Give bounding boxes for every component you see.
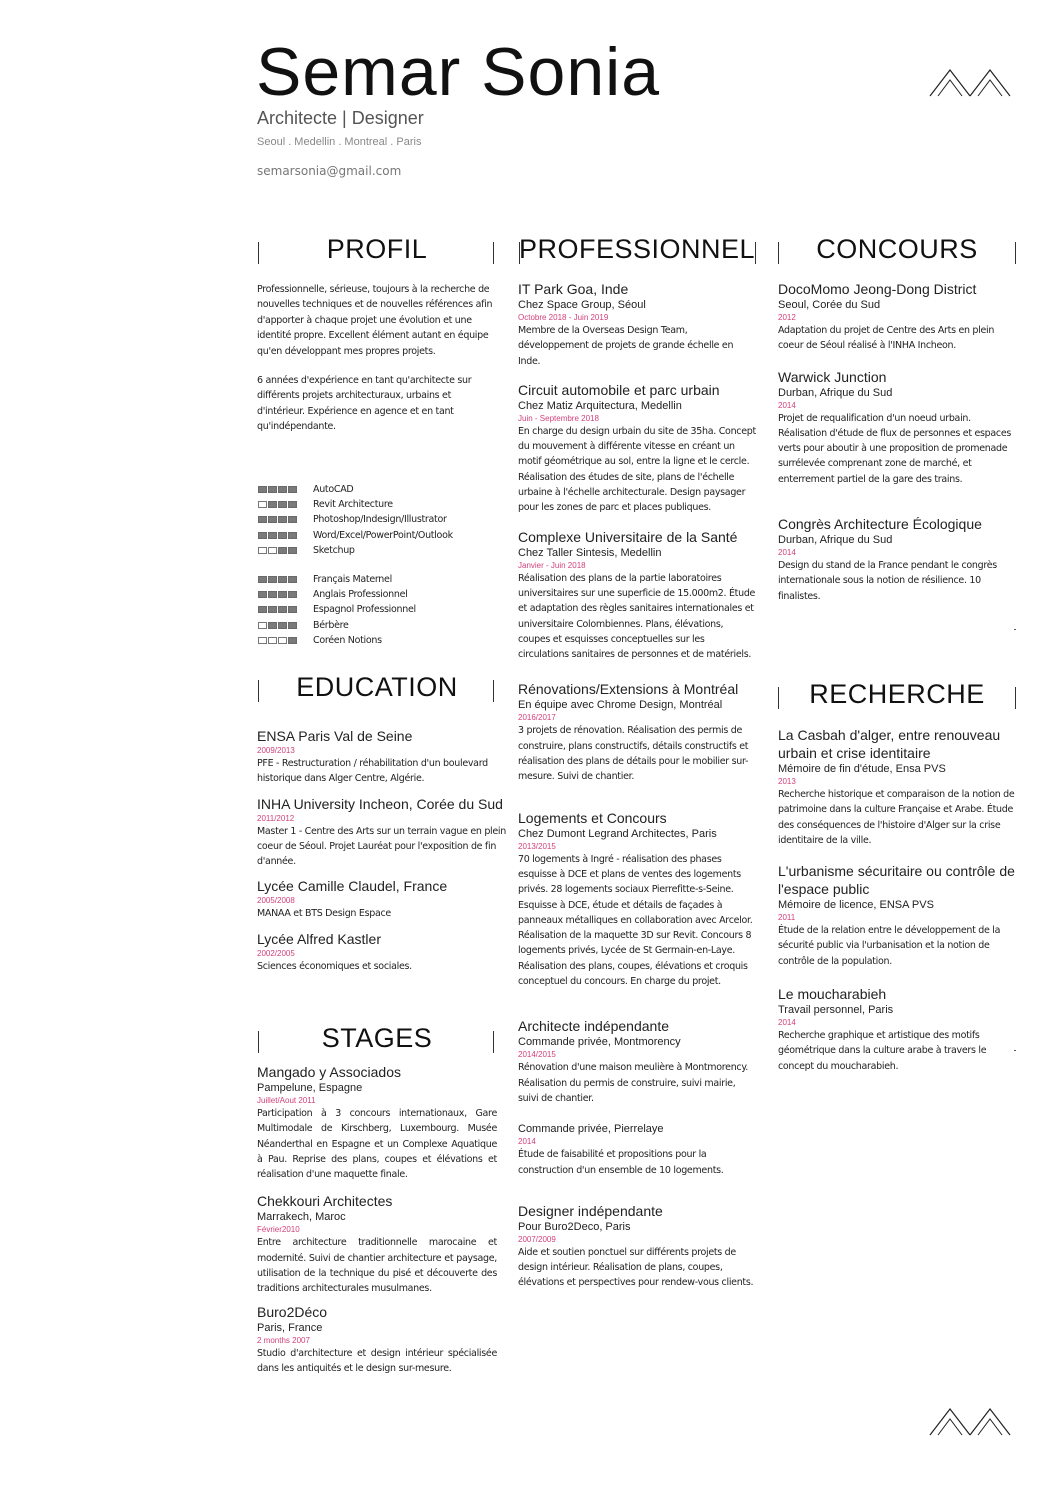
section-title: RECHERCHE: [809, 679, 985, 709]
entry-date: Juillet/Aout 2011: [257, 1096, 316, 1105]
entry-date: Février2010: [257, 1225, 300, 1235]
level-square: [288, 501, 297, 508]
entry-title: Mangado y Associados: [257, 1064, 401, 1080]
entry-description: Design du stand de la France pendant le congrès internationale sous la notion de résilience. 10 finalistes.: [778, 560, 997, 602]
entry-title: Chekkouri Architectes: [257, 1193, 393, 1210]
level-square: [258, 591, 267, 598]
level-square: [258, 501, 267, 508]
entry-subtitle: Seoul, Corée du Sud: [778, 299, 881, 311]
stages-entry: [257, 1192, 497, 1296]
entry-subtitle: Pour Buro2Deco, Paris: [518, 1220, 631, 1233]
level-square: [268, 637, 277, 644]
level-square: [258, 486, 267, 493]
entry-description: PFE - Restructuration / réhabilitation d'un boulevard historique dans Alger Centre, Algérie.: [257, 758, 488, 785]
entry-date: 2014: [778, 548, 796, 558]
professionnel-entry: [518, 1202, 758, 1291]
skill-row: [258, 543, 498, 558]
entry-title: Lycée Camille Claudel, France: [257, 878, 448, 895]
entry-subtitle: Mémoire de licence, ENSA PVS: [778, 899, 934, 912]
entry-title: ENSA Paris Val de Seine: [257, 728, 413, 744]
entry-description: Aide et soutien ponctuel sur différents projets de design intérieur. Réalisation de plans, coupes, élévations et perspectives pour rendew-vous clients.: [518, 1246, 754, 1289]
skill-row: [258, 512, 498, 527]
skill-level-meter: [258, 516, 313, 523]
skill-row: [258, 618, 498, 633]
stages-list: [257, 1063, 497, 1376]
professionnel-entry: [518, 1122, 758, 1178]
skill-level-meter: [258, 486, 313, 493]
level-square: [268, 532, 277, 539]
concours-list: [778, 280, 1018, 604]
entry-description: Adaptation du projet de Centre des Arts en plein coeur de Séoul réalisé à l'INHA Incheon.: [778, 325, 995, 352]
language-skills: [258, 572, 498, 648]
skill-row: [258, 572, 498, 587]
entry-description: Étude de faisabilité et propositions pour la construction d'un ensemble de 10 logements.: [518, 1149, 724, 1176]
entry-subtitle: Chez Matiz Arquitectura, Medellin: [518, 399, 682, 412]
chevron-ornament-icon: [928, 1403, 1012, 1439]
entry-title: Complexe Universitaire de la Santé: [518, 528, 738, 545]
professionnel-entry: [518, 280, 758, 369]
entry-date: 2013/2015: [518, 841, 556, 851]
entry-date: 2005/2008: [257, 896, 295, 906]
entry-subtitle: Chez Dumont Legrand Architectes, Paris: [518, 827, 717, 840]
profil-section: [257, 282, 497, 449]
skill-level-meter: [258, 501, 313, 508]
entry-date: 2014: [518, 1137, 536, 1147]
skills-list: [258, 482, 498, 648]
level-square: [268, 606, 277, 613]
entry-subtitle: Travail personnel, Paris: [778, 1004, 894, 1017]
recherche-list: [778, 726, 1018, 1074]
skill-label: Coréen Notions: [313, 634, 382, 646]
section-title: CONCOURS: [816, 234, 978, 264]
stages-entry: [257, 1303, 497, 1377]
level-square: [278, 486, 287, 493]
level-square: [268, 591, 277, 598]
level-square: [288, 532, 297, 539]
skill-label: Photoshop/Indesign/Illustrator: [313, 514, 447, 526]
entry-date: 2009/2013: [257, 746, 295, 755]
level-square: [288, 606, 297, 613]
skill-level-meter: [258, 606, 313, 613]
level-square: [278, 622, 287, 629]
entry-description: Projet de requalification d'un noeud urbain. Réalisation d'étude de flux de personnes et espaces verts pour aboutir à une proposition de promenade surrélevée comprenant zone de marché, et enterrement partiel de la gare des trains.: [778, 412, 1012, 485]
level-square: [268, 576, 277, 583]
entry-date: Octobre 2018 - Juin 2019: [518, 313, 609, 322]
entry-subtitle: Pampelune, Espagne: [257, 1082, 363, 1094]
entry-title: Architecte indépendante: [518, 1018, 669, 1035]
skill-label: Anglais Professionnel: [313, 589, 408, 601]
entry-subtitle: Commande privée, Pierrelaye: [518, 1123, 664, 1136]
entry-title: Circuit automobile et parc urbain: [518, 381, 720, 398]
level-square: [278, 576, 287, 583]
level-square: [288, 486, 297, 493]
entry-title: Congrès Architecture Écologique: [778, 516, 982, 533]
professionnel-entry: [518, 809, 758, 990]
entry-title: Rénovations/Extensions à Montréal: [518, 681, 739, 698]
recherche-entry: [778, 726, 1018, 848]
level-square: [288, 576, 297, 583]
education-entry: [257, 930, 507, 974]
professionnel-list: [518, 280, 758, 1291]
entry-subtitle: Commande privée, Montmorency: [518, 1036, 681, 1049]
entry-title: Warwick Junction: [778, 368, 887, 385]
level-square: [278, 591, 287, 598]
professionnel-entry: [518, 528, 758, 663]
level-square: [278, 532, 287, 539]
entry-date: 2014: [778, 1018, 796, 1028]
stray-dot: [1014, 1050, 1016, 1051]
entry-description: Participation à 3 concours internationaux, Gare Multimodale de Kirschberg, Luxembourg. Musée Néanderthal en Espagne et un Complexe Aquatique à Pau. Reprise des plans, coupes et élévations et réalisation d'une maquette finale.: [257, 1108, 497, 1181]
entry-subtitle: Chez Taller Sintesis, Medellin: [518, 546, 662, 559]
level-square: [258, 532, 267, 539]
level-square: [258, 547, 267, 554]
entry-description: Membre de la Overseas Design Team, développement de projets de grande échelle en Inde.: [518, 325, 734, 367]
entry-date: 2007/2009: [518, 1234, 556, 1244]
candidate-email[interactable]: semarsonia@gmail.com: [257, 164, 402, 178]
entry-description: Réalisation des plans de la partie laboratoires universitaires sur une superficie de 15.000m2. Étude et adaptation des règles sanitaires internationales et universitaire Colombiennes. Plans, élévations, coupes et esquisses conceptuelles sur les circulations sanitaires de personnes et de matériels.: [518, 572, 756, 661]
section-header-recherche: [778, 679, 1016, 715]
chevron-ornament-icon: [928, 64, 1012, 100]
skill-row: [258, 528, 498, 543]
level-square: [278, 606, 287, 613]
entry-title: Designer indépendante: [518, 1202, 663, 1219]
entry-date: 2013: [778, 777, 796, 786]
skill-label: Bérbère: [313, 619, 349, 631]
level-square: [268, 622, 277, 629]
section-title: PROFIL: [326, 234, 428, 264]
skill-level-meter: [258, 637, 313, 644]
entry-subtitle: Durban, Afrique du Sud: [778, 386, 893, 399]
level-square: [278, 547, 287, 554]
professionnel-entry: [518, 381, 758, 516]
professionnel-entry: [518, 1017, 758, 1106]
skill-level-meter: [258, 576, 313, 583]
level-square: [268, 547, 277, 554]
entry-description: 3 projets de rénovation. Réalisation des permis de construire, plans constructifs, détails constructifs et réalisation des plans de détails pour le mobilier sur-mesure. Suivi de chantier.: [518, 725, 749, 783]
entry-description: MANAA et BTS Design Espace: [257, 908, 391, 920]
level-square: [268, 501, 277, 508]
stray-dot: [1014, 629, 1016, 630]
entry-title: Buro2Déco: [257, 1303, 328, 1320]
software-skills: [258, 482, 498, 558]
entry-subtitle: Chez Space Group, Séoul: [518, 299, 646, 311]
section-header-stages: [258, 1023, 496, 1059]
level-square: [258, 637, 267, 644]
entry-date: 2002/2005: [257, 948, 295, 958]
level-square: [258, 516, 267, 523]
section-header-professionnel: [517, 234, 757, 270]
profil-paragraph: 6 années d'expérience en tant qu'architecte sur différents projets architecturaux, urbains et d'intérieur. Expérience en agence et en tant qu'indépendante.: [257, 375, 472, 433]
recherche-entry: [778, 862, 1018, 969]
concours-entry: [778, 280, 1018, 354]
entry-description: En charge du design urbain du site de 35ha. Concept du mouvement à différente vitesse en créant un motif géométrique au sol, entre la ligne et le cercle. Réalisation des études de site, plans de l'échelle urbaine à l'échelle architecturale. Design paysager pour les zones de parc et places publiques.: [518, 425, 756, 514]
level-square: [288, 622, 297, 629]
level-square: [288, 637, 297, 644]
skill-label: Français Maternel: [313, 574, 392, 586]
education-entry: [257, 795, 507, 870]
skill-row: [258, 633, 498, 648]
entry-subtitle: Durban, Afrique du Sud: [778, 534, 893, 547]
profil-paragraph: Professionnelle, sérieuse, toujours à la recherche de nouvelles techniques et de nouvelles références afin d'apporter à chaque projet une évolution et une identité propre. Excellent élément autant en équipe qu'en développant mes propres projets.: [257, 284, 493, 357]
section-header-education: [258, 672, 496, 708]
level-square: [258, 622, 267, 629]
entry-date: 2 months 2007: [257, 1335, 310, 1345]
entry-title: Logements et Concours: [518, 809, 667, 826]
entry-date: 2011/2012: [257, 813, 295, 823]
entry-subtitle: En équipe avec Chrome Design, Montréal: [518, 699, 723, 712]
skill-label: Revit Architecture: [313, 499, 393, 511]
entry-title: DocoMomo Jeong-Dong District: [778, 281, 977, 297]
skill-label: Espagnol Professionnel: [313, 604, 416, 616]
skill-level-meter: [258, 622, 313, 629]
entry-subtitle: Marrakech, Maroc: [257, 1211, 346, 1224]
level-square: [278, 501, 287, 508]
entry-date: Janvier - Juin 2018: [518, 560, 586, 570]
entry-description: Sciences économiques et sociales.: [257, 960, 412, 972]
stages-entry: [257, 1063, 497, 1182]
entry-description: Étude de la relation entre le développement de la sécurité public via l'urbanisation et la notion de contrôle de la population.: [778, 925, 1001, 967]
skill-row: [258, 482, 498, 497]
entry-title: La Casbah d'alger, entre renouveau urbain et crise identitaire: [778, 727, 1001, 761]
level-square: [278, 516, 287, 523]
education-list: [257, 727, 507, 974]
entry-date: 2016/2017: [518, 713, 556, 723]
entry-description: Rénovation d'une maison meulière à Montmorency. Réalisation du permis de construire, suivi mairie, suivi de chantier.: [518, 1062, 749, 1104]
entry-subtitle: Paris, France: [257, 1321, 323, 1334]
skill-row: [258, 497, 498, 512]
entry-description: Recherche historique et comparaison de la notion de patrimoine dans la culture Française et Arabe. Étude des conséquences de l'histoire d'Alger sur la crise identitaire de la ville.: [778, 789, 1015, 846]
skill-level-meter: [258, 547, 313, 554]
entry-title: IT Park Goa, Inde: [518, 281, 629, 297]
entry-description: 70 logements à Ingré - réalisation des phases esquisse à DCE et plans de ventes des logements privés. 28 logements sociaux Pierrefitte-s-Seine. Esquisse à DCE, étude et détails de façades à panneaux métalliques en collaboration avec Arcelor. Réalisation de la maquette 3D sur Revit. Concours 8 logements privés, Lycée de St Germain-en-Laye. Réalisation des plans, coupes, élévations et croquis conceptuel du concours. En charge du projet.: [518, 853, 753, 988]
entry-description: Recherche graphique et artistique des motifs géométrique dans la culture arabe à travers le concept du moucharabieh.: [778, 1030, 987, 1072]
entry-title: Lycée Alfred Kastler: [257, 930, 381, 947]
skill-label: Sketchup: [313, 544, 355, 556]
professionnel-entry: [518, 680, 758, 784]
section-title: EDUCATION: [296, 672, 458, 702]
section-title: STAGES: [321, 1023, 433, 1053]
section-header-profil: [258, 234, 496, 270]
entry-title: Le moucharabieh: [778, 986, 887, 1003]
concours-entry: [778, 368, 1018, 487]
entry-title: INHA University Incheon, Corée du Sud: [257, 795, 503, 812]
level-square: [288, 516, 297, 523]
skill-label: AutoCAD: [313, 484, 354, 496]
level-square: [268, 516, 277, 523]
education-entry: [257, 877, 507, 921]
candidate-name: Semar Sonia: [256, 34, 661, 110]
entry-description: Entre architecture traditionnelle marocaine et modernité. Suivi de chantier architecture et paysage, utilisation de la technique du pisé et découverte des traditions architecturales musulmanes.: [257, 1237, 497, 1295]
level-square: [268, 486, 277, 493]
skill-level-meter: [258, 591, 313, 598]
level-square: [288, 591, 297, 598]
skill-level-meter: [258, 532, 313, 539]
skill-label: Word/Excel/PowerPoint/Outlook: [313, 529, 453, 541]
recherche-entry: [778, 985, 1018, 1074]
entry-date: Juin - Septembre 2018: [518, 413, 599, 423]
entry-date: 2014: [778, 400, 796, 410]
concours-entry: [778, 515, 1018, 604]
entry-title: L'urbanisme sécuritaire ou contrôle de l'espace public: [778, 863, 1015, 898]
section-header-concours: [778, 234, 1016, 270]
skill-row: [258, 587, 498, 602]
education-entry: [257, 727, 507, 787]
level-square: [278, 637, 287, 644]
entry-subtitle: Mémoire de fin d'étude, Ensa PVS: [778, 763, 946, 775]
section-title: PROFESSIONNEL: [518, 234, 756, 264]
entry-date: 2014/2015: [518, 1050, 556, 1060]
entry-date: 2012: [778, 313, 796, 322]
candidate-role: Architecte | Designer: [257, 108, 424, 128]
level-square: [288, 547, 297, 554]
level-square: [258, 576, 267, 583]
entry-description: Master 1 - Centre des Arts sur un terrain vague en plein coeur de Séoul. Projet Lauréat pour l'exposition de fin d'année.: [257, 825, 506, 868]
entry-description: Studio d'architecture et design intérieur spécialisée dans les antiquités et le design sur-mesure.: [257, 1347, 497, 1374]
skill-row: [258, 602, 498, 617]
level-square: [258, 606, 267, 613]
entry-date: 2011: [778, 913, 796, 923]
candidate-cities: Seoul . Medellin . Montreal . Paris: [257, 136, 422, 148]
